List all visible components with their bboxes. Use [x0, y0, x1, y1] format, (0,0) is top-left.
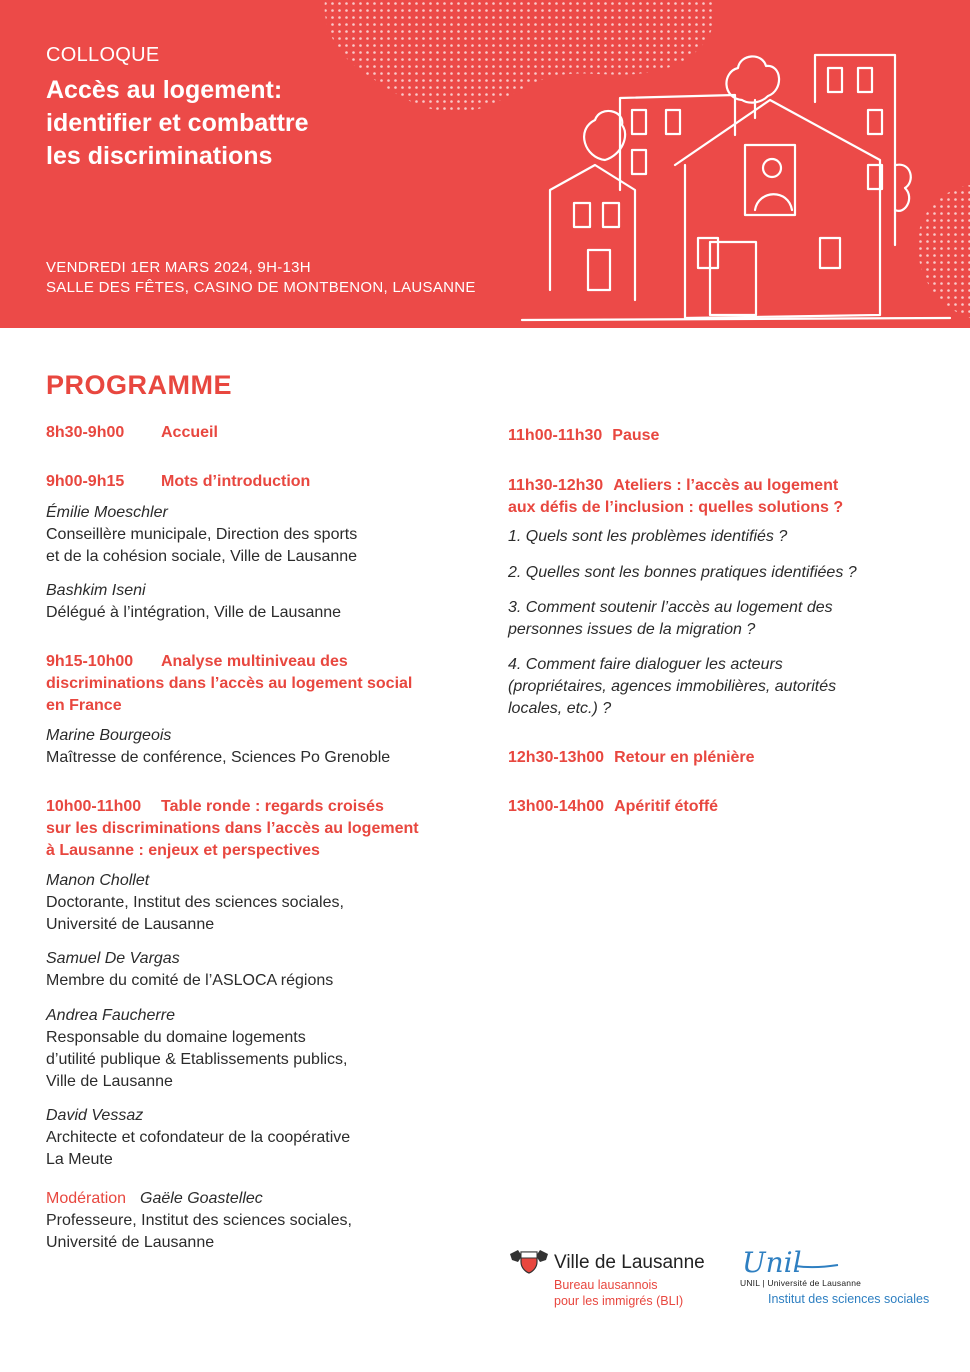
question-text: 2. Quelles sont les bonnes pratiques identifiées ?	[508, 564, 857, 581]
event-title-line: les discriminations	[46, 142, 273, 170]
question-text: 4. Comment faire dialoguer les acteurs	[508, 656, 783, 673]
moderation	[46, 1188, 466, 1254]
slot-time: 9h15-10h00	[46, 653, 134, 670]
speaker	[46, 948, 466, 992]
event-date: VENDREDI 1ER MARS 2024, 9H-13H	[46, 259, 311, 276]
slot-label: Pause	[612, 427, 660, 444]
slot-intro	[46, 471, 310, 493]
speaker-name: Marine Bourgeois	[46, 727, 172, 744]
bli-line: pour les immigrés (BLI)	[554, 1294, 684, 1308]
question	[508, 562, 928, 584]
slot-pause	[508, 425, 659, 447]
slot-time: 8h30-9h00	[46, 424, 125, 441]
speaker-role: et de la cohésion sociale, Ville de Lausanne	[46, 548, 358, 565]
event-title	[46, 74, 426, 173]
partner-logos	[508, 1244, 938, 1314]
speaker-name: Manon Chollet	[46, 872, 150, 889]
header-banner	[0, 0, 970, 328]
slot-time: 11h00-11h30	[508, 427, 603, 444]
speaker	[46, 1005, 466, 1093]
slot-label: Table ronde : regards croisés	[161, 798, 384, 815]
question-text: (propriétaires, agences immobilières, autorités	[508, 678, 837, 695]
speaker	[46, 870, 466, 936]
unil-name: UNIL | Université de Lausanne	[740, 1278, 862, 1288]
slot-retour	[508, 747, 755, 769]
unil-logo	[740, 1246, 840, 1278]
question	[508, 526, 928, 548]
moderation-label: Modération	[46, 1190, 127, 1207]
speaker-role: Architecte et cofondateur de la coopérative	[46, 1129, 351, 1146]
question	[508, 597, 928, 641]
slot-label: Ateliers : l’accès au logement	[613, 477, 839, 494]
speaker-role: Conseillère municipale, Direction des sports	[46, 526, 358, 543]
slot-time: 13h00-14h00	[508, 798, 605, 815]
slot-ateliers	[508, 475, 928, 519]
event-title-line: Accès au logement:	[46, 76, 283, 104]
bli-subtitle	[554, 1277, 683, 1309]
question-text: 1. Quels sont les problèmes identifiés ?	[508, 528, 788, 545]
speaker-name: Andrea Faucherre	[46, 1007, 175, 1024]
speaker	[46, 580, 466, 624]
slot-aperitif	[508, 796, 718, 818]
slot-label: à Lausanne : enjeux et perspectives	[46, 842, 320, 859]
slot-label: sur les discriminations dans l’accès au logement	[46, 820, 419, 837]
speaker-role: Membre du comité de l’ASLOCA régions	[46, 972, 334, 989]
unil-institute: Institut des sciences sociales	[768, 1292, 930, 1306]
unil-logo-text: Unil	[742, 1246, 802, 1278]
speaker-role: La Meute	[46, 1151, 113, 1168]
slot-label: Mots d’introduction	[161, 473, 311, 490]
slot-analyse	[46, 651, 466, 717]
slot-label: en France	[46, 697, 122, 714]
speaker-role: d’utilité publique & Etablissements publics,	[46, 1051, 348, 1068]
moderator-role: Université de Lausanne	[46, 1234, 215, 1251]
speaker-name: Samuel De Vargas	[46, 950, 180, 967]
speaker-role: Ville de Lausanne	[46, 1073, 173, 1090]
event-venue: SALLE DES FÊTES, CASINO DE MONTBENON, LAUSANNE	[46, 279, 476, 296]
slot-label: Apéritif étoffé	[614, 798, 719, 815]
slot-label: Analyse multiniveau des	[161, 653, 348, 670]
speaker-role: Université de Lausanne	[46, 916, 215, 933]
lausanne-coat-of-arms-icon	[508, 1248, 550, 1274]
moderator-role: Professeure, Institut des sciences sociales,	[46, 1212, 352, 1229]
slot-accueil	[46, 422, 218, 444]
slot-table-ronde	[46, 796, 466, 862]
question-text: personnes issues de la migration ?	[508, 621, 756, 638]
speaker	[46, 725, 466, 769]
speaker-role: Doctorante, Institut des sciences sociales,	[46, 894, 344, 911]
question	[508, 654, 928, 720]
slot-time: 11h30-12h30	[508, 477, 604, 494]
ville-de-lausanne-logo-text: Ville de Lausanne	[554, 1252, 705, 1273]
event-type: COLLOQUE	[46, 44, 160, 66]
slot-label: aux défis de l’inclusion : quelles solutions ?	[508, 499, 844, 516]
event-title-line: identifier et combattre	[46, 109, 309, 137]
slot-time: 9h00-9h15	[46, 473, 125, 490]
speaker-name: Émilie Moeschler	[46, 504, 168, 521]
slot-label: discriminations dans l’accès au logement social	[46, 675, 413, 692]
slot-time: 12h30-13h00	[508, 749, 605, 766]
moderator-name: Gaële Goastellec	[140, 1190, 263, 1207]
speaker	[46, 502, 466, 568]
speaker-name: Bashkim Iseni	[46, 582, 146, 599]
question-text: locales, etc.) ?	[508, 700, 612, 717]
speaker-role: Maîtresse de conférence, Sciences Po Grenoble	[46, 749, 391, 766]
question-text: 3. Comment soutenir l’accès au logement des	[508, 599, 833, 616]
slot-label: Retour en plénière	[614, 749, 755, 766]
speaker-role: Délégué à l’intégration, Ville de Lausanne	[46, 604, 342, 621]
slot-label: Accueil	[161, 424, 218, 441]
bli-line: Bureau lausannois	[554, 1278, 658, 1292]
programme-title: PROGRAMME	[46, 370, 232, 400]
slot-time: 10h00-11h00	[46, 798, 142, 815]
speaker	[46, 1105, 466, 1171]
speaker-role: Responsable du domaine logements	[46, 1029, 306, 1046]
speaker-name: David Vessaz	[46, 1107, 144, 1124]
